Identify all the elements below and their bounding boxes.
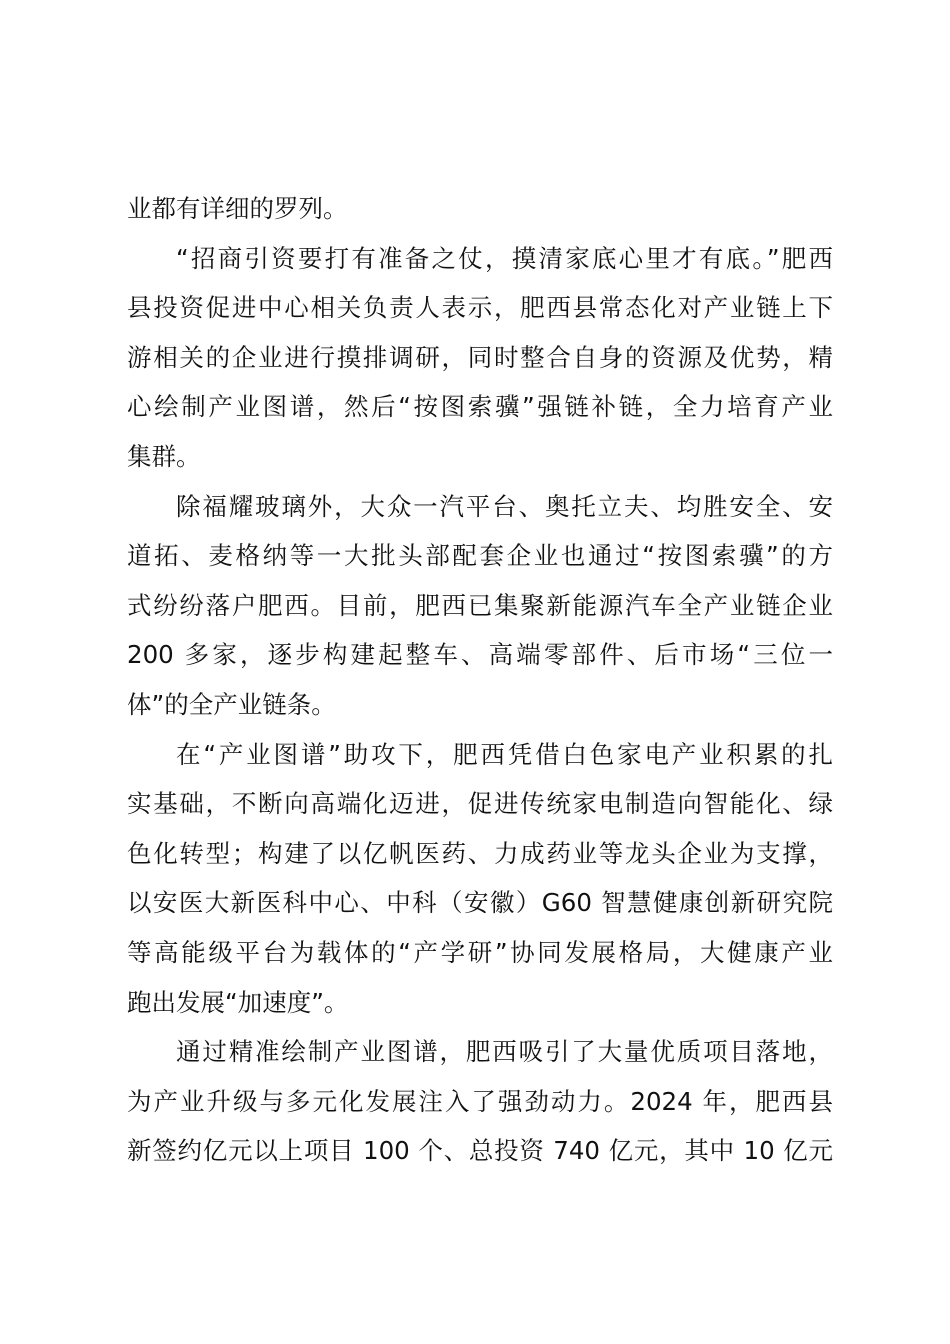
text-line: 等高能级平台为载体的“产学研”协同发展格局，大健康产业 — [127, 937, 833, 967]
text-line: 在“产业图谱”助攻下，肥西凭借白色家电产业积累的扎 — [176, 739, 833, 769]
paragraph-industry-map — [127, 730, 833, 1028]
paragraph-project-stats — [127, 1027, 833, 1176]
text-line: 除福耀玻璃外，大众一汽平台、奥托立夫、均胜安全、安 — [176, 491, 833, 521]
text-line: 心绘制产业图谱，然后“按图索骥”强链补链，全力培育产业 — [127, 392, 833, 422]
text-line: 实基础，不断向高端化迈进，促进传统家电制造向智能化、绿 — [127, 789, 833, 819]
text-line: 集群。 — [127, 441, 201, 471]
text-line: 体”的全产业链条。 — [127, 689, 336, 719]
text-line: 新签约亿元以上项目 100 个、总投资 740 亿元，其中 10 亿元 — [127, 1136, 833, 1166]
text-line: 游相关的企业进行摸排调研，同时整合自身的资源及优势，精 — [127, 342, 833, 372]
text-line: 县投资促进中心相关负责人表示，肥西县常态化对产业链上下 — [127, 293, 833, 323]
text-line: 跑出发展“加速度”。 — [127, 987, 349, 1017]
text-line: 通过精准绘制产业图谱，肥西吸引了大量优质项目落地， — [176, 1037, 833, 1067]
text-line: 业都有详细的罗列。 — [127, 194, 348, 223]
paragraph-investment-quote — [127, 234, 833, 482]
paragraph-auto-industry — [127, 482, 833, 730]
text-line: 色化转型；构建了以亿帆医药、力成药业等龙头企业为支撑， — [127, 838, 833, 868]
text-line: 200 多家，逐步构建起整车、高端零部件、后市场“三位一 — [127, 640, 833, 670]
text-line: 式纷纷落户肥西。目前，肥西已集聚新能源汽车全产业链企业 — [127, 590, 833, 620]
text-line: “招商引资要打有准备之仗，摸清家底心里才有底。”肥西 — [176, 243, 833, 273]
article-body — [127, 184, 833, 1176]
text-line: 道拓、麦格纳等一大批头部配套企业也通过“按图索骥”的方 — [127, 541, 833, 571]
paragraph-continuation — [127, 184, 833, 234]
text-line: 为产业升级与多元化发展注入了强劲动力。2024 年，肥西县 — [127, 1086, 833, 1116]
text-line: 以安医大新医科中心、中科（安徽）G60 智慧健康创新研究院 — [127, 888, 833, 918]
